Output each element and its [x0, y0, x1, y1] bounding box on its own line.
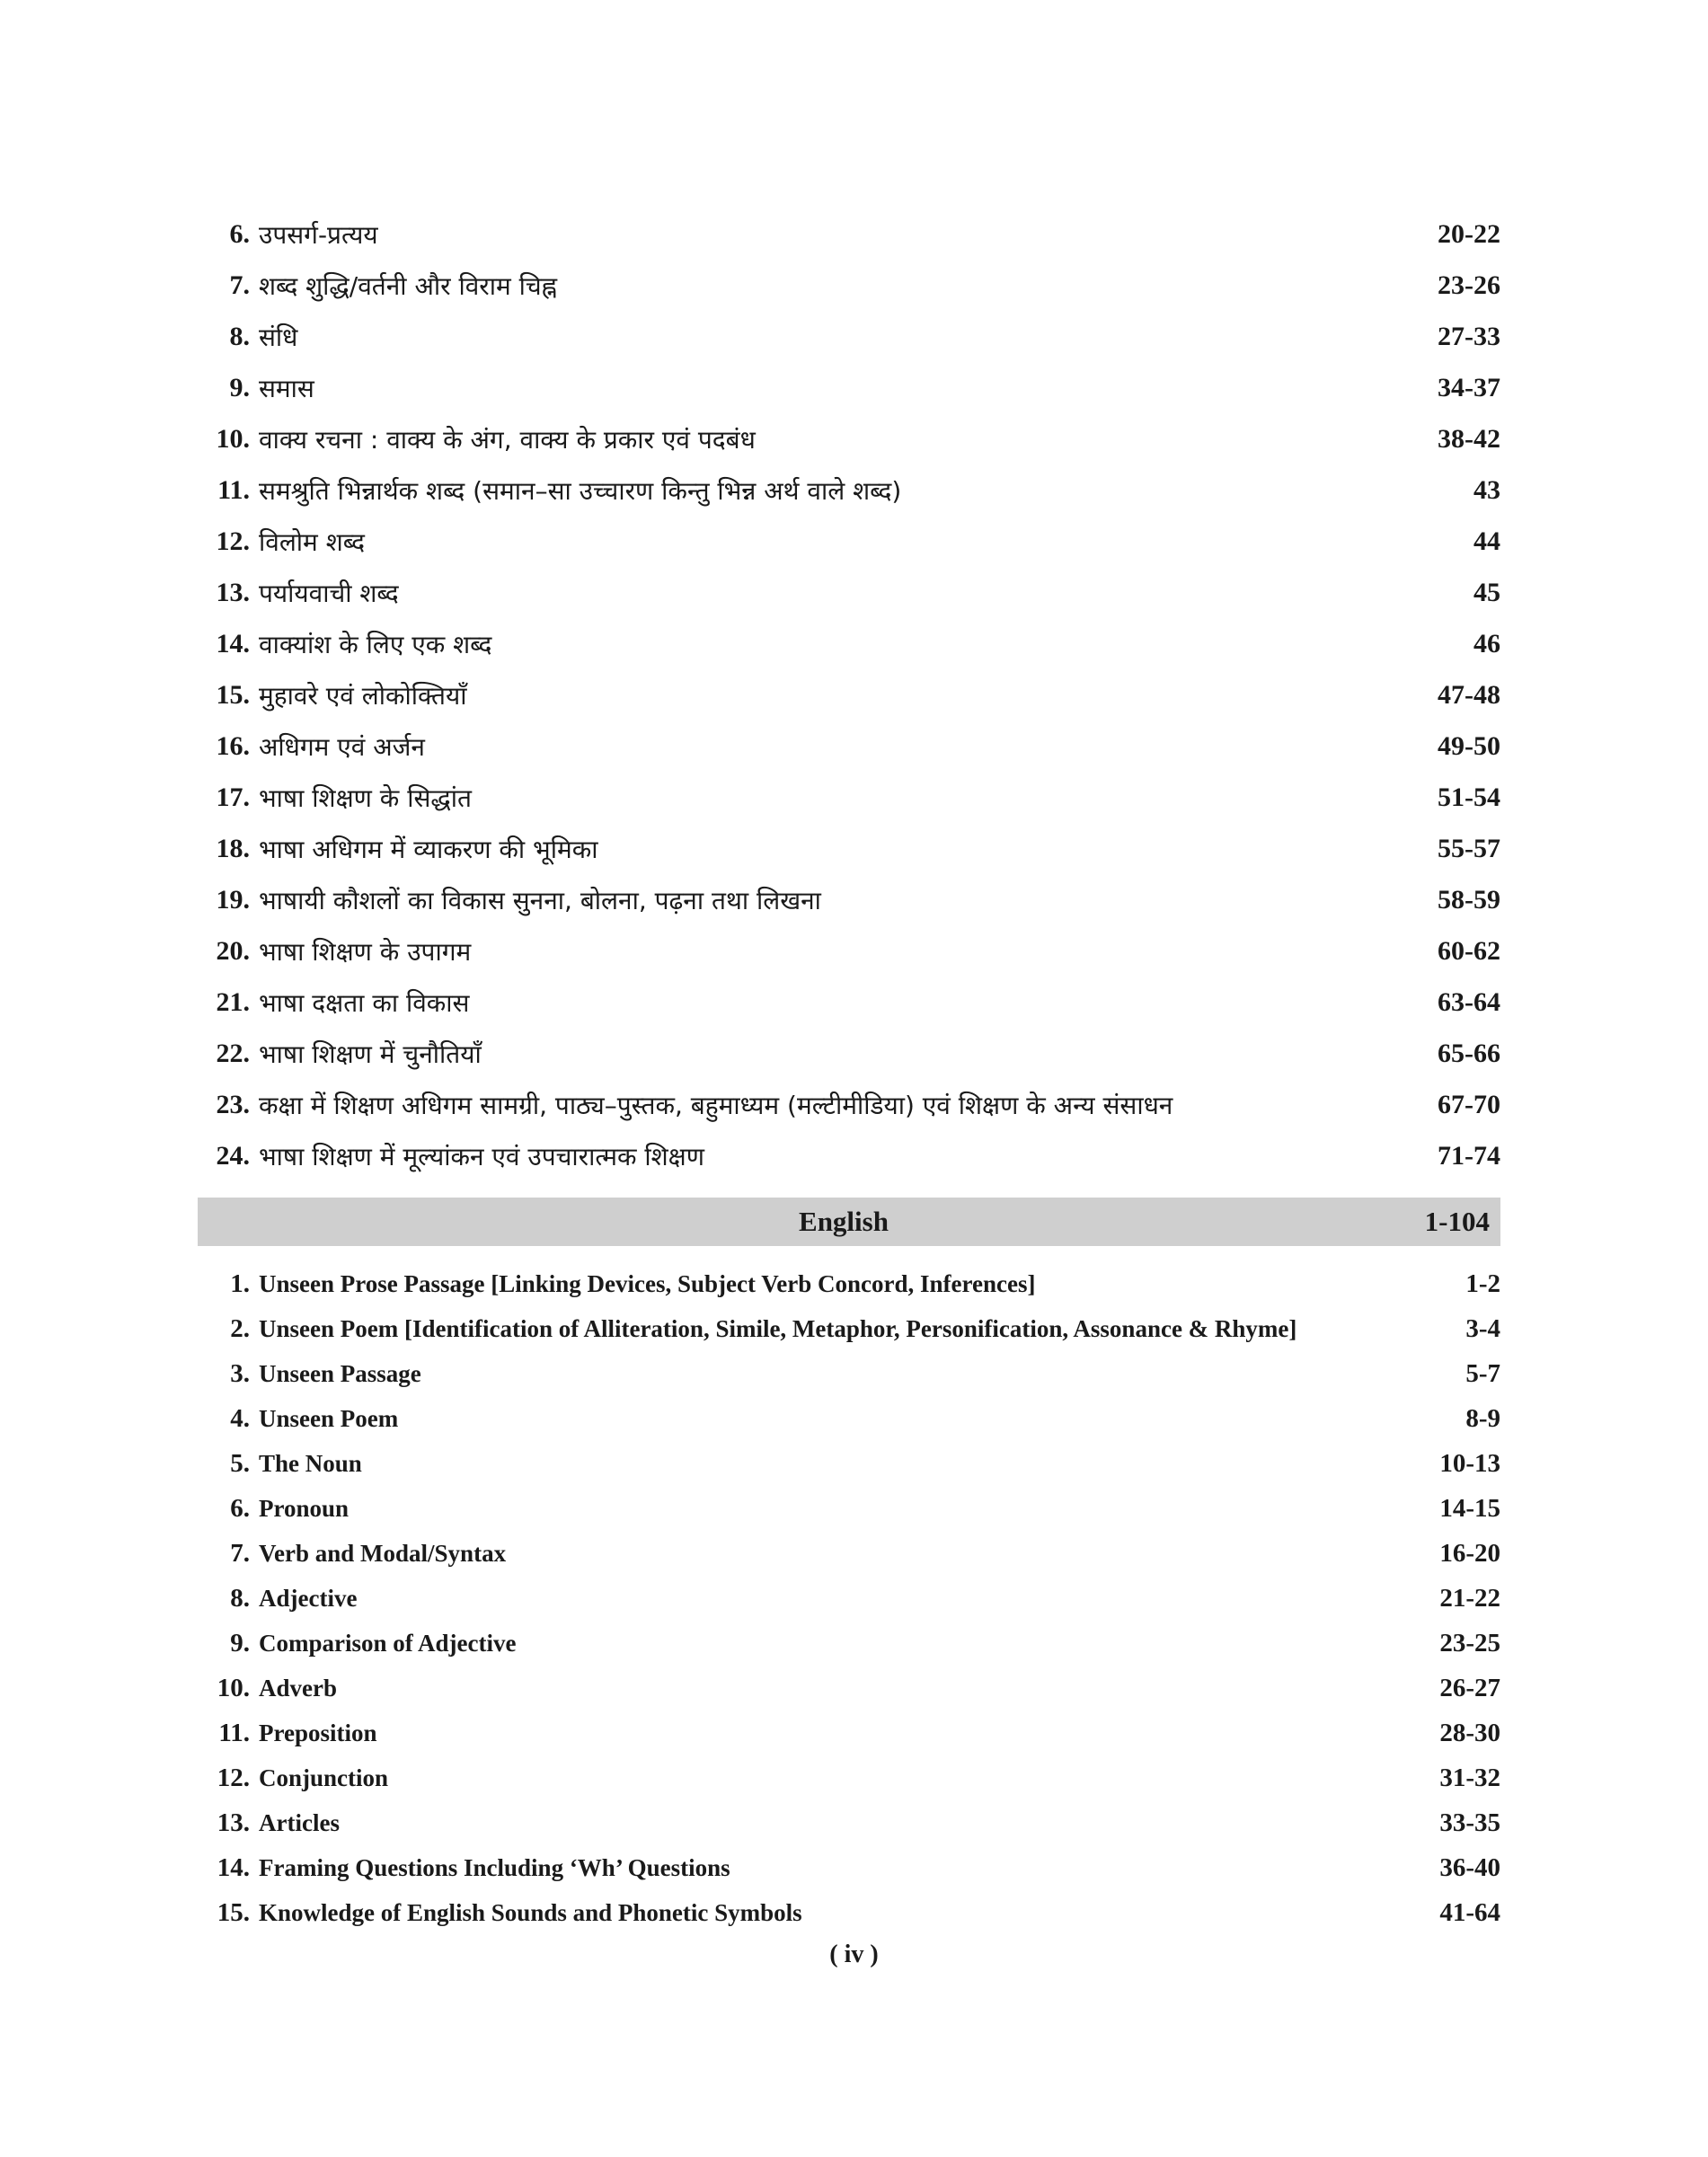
- entry-number: 14.: [217, 1852, 250, 1882]
- entry-title: मुहावरे एवं लोकोक्तियाँ: [259, 680, 467, 711]
- entry-title: Comparison of Adjective: [259, 1629, 517, 1657]
- entry-title: पर्यायवाची शब्द: [259, 578, 399, 608]
- entry-title: The Noun: [259, 1449, 362, 1477]
- entry-title: Unseen Passage: [259, 1359, 421, 1387]
- toc-entry: [198, 1711, 1500, 1755]
- entry-number: 13.: [216, 577, 250, 607]
- toc-entry: [198, 413, 1500, 464]
- entry-title: Verb and Modal/Syntax: [259, 1539, 507, 1567]
- entry-title: कक्षा में शिक्षण अधिगम सामग्री, पाठ्य–पुस्तक, बहुमाध्यम (मल्टीमीडिया) एवं शिक्षण के अन्य संसाधन: [259, 1090, 1173, 1120]
- entry-number: 8.: [229, 321, 250, 351]
- entry-title: वाक्यांश के लिए एक शब्द: [259, 629, 492, 659]
- toc-entry: [198, 1351, 1500, 1396]
- entry-title: भाषा शिक्षण के उपागम: [259, 936, 472, 967]
- entry-title: Articles: [259, 1808, 340, 1836]
- toc-entry: [198, 567, 1500, 618]
- entry-number: 12.: [216, 526, 250, 556]
- entry-pages: 36-40: [1439, 1852, 1500, 1882]
- toc-entry: [198, 1800, 1500, 1845]
- entry-title: Adverb: [259, 1674, 337, 1702]
- toc-entry: [198, 1028, 1500, 1079]
- toc-entry: [198, 1666, 1500, 1711]
- entry-title: विलोम शब्द: [259, 526, 365, 557]
- entry-number: 2.: [230, 1313, 250, 1343]
- entry-number: 7.: [229, 270, 250, 300]
- entry-pages: 10-13: [1439, 1448, 1500, 1478]
- entry-title: समश्रुति भिन्नार्थक शब्द (समान–सा उच्चारण किन्तु भिन्न अर्थ वाले शब्द): [259, 475, 902, 506]
- entry-pages: 1-2: [1465, 1269, 1500, 1298]
- entry-pages: 58-59: [1438, 884, 1500, 915]
- entry-number: 11.: [217, 474, 250, 505]
- entry-number: 3.: [230, 1358, 250, 1388]
- entry-title: Pronoun: [259, 1494, 350, 1522]
- entry-title: Knowledge of English Sounds and Phonetic Symbols: [259, 1898, 802, 1926]
- toc-entry: [198, 1755, 1500, 1800]
- entry-pages: 21-22: [1439, 1583, 1500, 1613]
- entry-title: भाषा शिक्षण के सिद्धांत: [259, 782, 472, 813]
- entry-title: भाषा शिक्षण में मूल्यांकन एवं उपचारात्मक शिक्षण: [259, 1141, 704, 1171]
- entry-pages: 47-48: [1438, 679, 1500, 710]
- entry-pages: 5-7: [1465, 1358, 1500, 1388]
- toc-entry: [198, 516, 1500, 567]
- entry-pages: 49-50: [1438, 730, 1500, 761]
- toc-entry: [198, 772, 1500, 823]
- entry-number: 16.: [216, 730, 250, 761]
- entry-number: 9.: [229, 372, 250, 402]
- entry-title: Framing Questions Including ‘Wh’ Questions: [259, 1853, 730, 1881]
- entry-pages: 67-70: [1438, 1089, 1500, 1119]
- section-page-range: 1-104: [1424, 1206, 1490, 1237]
- toc-entry: [198, 925, 1500, 977]
- toc-entry: [198, 1441, 1500, 1486]
- entry-pages: 45: [1473, 577, 1500, 607]
- entry-pages: 46: [1473, 628, 1500, 659]
- page-number: ( iv ): [829, 1940, 879, 1968]
- entry-number: 22.: [216, 1038, 250, 1068]
- entry-number: 10.: [216, 423, 250, 454]
- entry-title: Preposition: [259, 1719, 377, 1746]
- entry-title: Unseen Prose Passage [Linking Devices, Subject Verb Concord, Inferences]: [259, 1269, 1036, 1297]
- toc-entry: [198, 1130, 1500, 1181]
- entry-title: Unseen Poem [Identification of Alliteration, Simile, Metaphor, Personification, Assonance & Rhyme]: [259, 1314, 1297, 1342]
- entry-title: संधि: [259, 322, 298, 352]
- entry-number: 8.: [230, 1583, 250, 1613]
- entry-pages: 44: [1473, 526, 1500, 556]
- entry-pages: 23-25: [1439, 1628, 1500, 1658]
- toc-entry: [198, 1890, 1500, 1935]
- entry-title: अधिगम एवं अर्जन: [259, 731, 425, 762]
- entry-pages: 31-32: [1439, 1763, 1500, 1792]
- entry-pages: 23-26: [1438, 270, 1500, 300]
- entry-title: Unseen Poem: [259, 1404, 399, 1432]
- entry-number: 15.: [216, 679, 250, 710]
- toc-entry: [198, 823, 1500, 874]
- entry-pages: 8-9: [1465, 1403, 1500, 1433]
- entry-pages: 14-15: [1439, 1493, 1500, 1523]
- hindi-toc-list: [198, 208, 1500, 1181]
- toc-entry: [198, 669, 1500, 720]
- toc-entry: [198, 1079, 1500, 1130]
- entry-pages: 38-42: [1438, 423, 1500, 454]
- entry-pages: 51-54: [1438, 782, 1500, 812]
- entry-pages: 71-74: [1438, 1140, 1500, 1171]
- entry-pages: 63-64: [1438, 986, 1500, 1017]
- entry-title: भाषायी कौशलों का विकास सुनना, बोलना, पढ़ना तथा लिखना: [259, 885, 821, 915]
- entry-number: 9.: [230, 1628, 250, 1658]
- entry-number: 19.: [216, 884, 250, 915]
- entry-pages: 26-27: [1439, 1673, 1500, 1702]
- entry-number: 7.: [230, 1538, 250, 1568]
- section-title: English: [799, 1206, 889, 1237]
- entry-number: 18.: [216, 833, 250, 863]
- entry-title: वाक्य रचना : वाक्य के अंग, वाक्य के प्रकार एवं पदबंध: [259, 424, 756, 455]
- entry-number: 23.: [216, 1089, 250, 1119]
- entry-pages: 20-22: [1438, 218, 1500, 249]
- entry-number: 20.: [216, 935, 250, 966]
- entry-number: 15.: [217, 1897, 250, 1927]
- entry-number: 21.: [216, 986, 250, 1017]
- entry-number: 4.: [230, 1403, 250, 1433]
- toc-entry: [198, 208, 1500, 260]
- english-section-header: [198, 1198, 1500, 1246]
- entry-title: समास: [259, 373, 314, 403]
- entry-pages: 43: [1473, 474, 1500, 505]
- entry-number: 6.: [230, 1493, 250, 1523]
- entry-pages: 16-20: [1439, 1538, 1500, 1568]
- entry-pages: 55-57: [1438, 833, 1500, 863]
- toc-entry: [198, 1486, 1500, 1531]
- entry-number: 10.: [217, 1673, 250, 1702]
- entry-title: भाषा अधिगम में व्याकरण की भूमिका: [259, 834, 598, 864]
- toc-entry: [198, 977, 1500, 1028]
- toc-entry: [198, 1531, 1500, 1576]
- entry-number: 5.: [230, 1448, 250, 1478]
- entry-title: उपसर्ग-प्रत्यय: [259, 219, 378, 250]
- entry-number: 14.: [216, 628, 250, 659]
- entry-title: शब्द शुद्धि/वर्तनी और विराम चिह्न: [259, 270, 558, 301]
- entry-pages: 60-62: [1438, 935, 1500, 966]
- toc-entry: [198, 1306, 1500, 1351]
- toc-entry: [198, 464, 1500, 516]
- entry-number: 11.: [218, 1718, 250, 1747]
- toc-entry: [198, 260, 1500, 311]
- toc-entry: [198, 874, 1500, 925]
- entry-title: Adjective: [259, 1584, 358, 1612]
- entry-number: 6.: [229, 218, 250, 249]
- entry-pages: 33-35: [1439, 1808, 1500, 1837]
- toc-entry: [198, 720, 1500, 772]
- entry-number: 13.: [217, 1808, 250, 1837]
- entry-number: 24.: [216, 1140, 250, 1171]
- entry-number: 12.: [217, 1763, 250, 1792]
- entry-number: 17.: [216, 782, 250, 812]
- entry-number: 1.: [230, 1269, 250, 1298]
- toc-entry: [198, 618, 1500, 669]
- toc-entry: [198, 311, 1500, 362]
- entry-pages: 28-30: [1439, 1718, 1500, 1747]
- toc-entry: [198, 1261, 1500, 1306]
- toc-entry: [198, 1576, 1500, 1621]
- entry-pages: 65-66: [1438, 1038, 1500, 1068]
- toc-entry: [198, 362, 1500, 413]
- toc-entry: [198, 1845, 1500, 1890]
- entry-pages: 3-4: [1465, 1313, 1500, 1343]
- toc-entry: [198, 1396, 1500, 1441]
- toc-entry: [198, 1621, 1500, 1666]
- entry-pages: 27-33: [1438, 321, 1500, 351]
- entry-title: Conjunction: [259, 1764, 389, 1791]
- entry-pages: 34-37: [1438, 372, 1500, 402]
- entry-title: भाषा शिक्षण में चुनौतियाँ: [259, 1039, 482, 1069]
- english-toc-list: [198, 1261, 1500, 1935]
- entry-pages: 41-64: [1439, 1897, 1500, 1927]
- entry-title: भाषा दक्षता का विकास: [259, 987, 470, 1018]
